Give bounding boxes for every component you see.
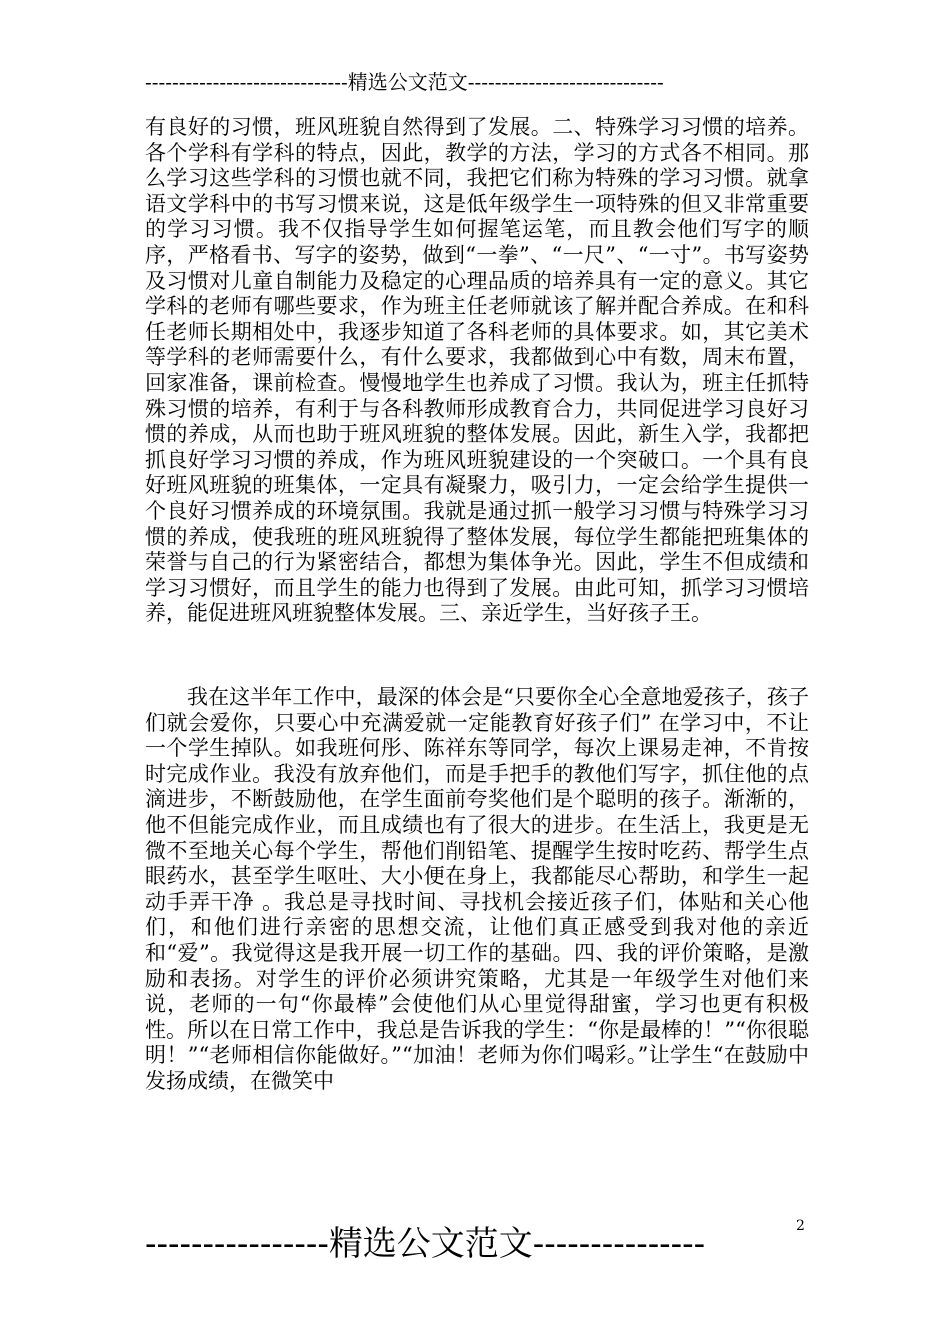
paragraph-1: 有良好的习惯，班风班貌自然得到了发展。二、特殊学习习惯的培养。各个学科有学科的特点，因此，教学的方法，学习的方式各不相同。那么学习这些学科的习惯也就不同，我把它们称为特殊的学习习惯。就拿语文学科中的书写习惯来说，这是低年级学生一项特殊的但又非常重要的学习习惯。我不仅指导学生如何握笔运笔，而且教会他们写字的顺序，严格看书、写字的姿势，做到“一拳”、“一尺”、“一寸”。书写姿势及习惯对儿童自制能力及稳定的心理品质的培养具有一定的意义。其它学科的老师有哪些要求，作为班主任老师就该了解并配合养成。在和科任老师长期相处中，我逐步知道了各科老师的具体要求。如，其它美术等学科的老师需要什么，有什么要求，我都做到心中有数，周末布置，回家准备，课前检查。慢慢地学生也养成了习惯。我认为，班主任抓特殊习惯的培养，有利于与各科教师形成教育合力，共同促进学习良好习惯的养成，从而也助于班风班貌的整体发展。因此，新生入学，我都把抓良好学习习惯的养成，作为班风班貌建设的一个突破口。一个具有良好班风班貌的班集体，一定具有凝聚力，吸引力，一定会给学生提供一个良好习惯养成的环境氛围。我就是通过抓一般学习习惯与特殊学习习惯的养成，使我班的班风班貌得了整体发展，每位学生都能把班集体的荣誉与自己的行为紧密结合，都想为集体争光。因此，学生不但成绩和学习习惯好，而且学生的能力也得到了发展。由此可知，抓学习习惯培养，能促进班风班貌整体发展。三、亲近学生，当好孩子王。 (145, 115, 809, 626)
page-header: ------------------------------精选公文范文----------------------------- (145, 70, 664, 94)
page-footer: ----------------精选公文范文--------------- (145, 1224, 706, 1264)
page-number: 2 (796, 1218, 805, 1234)
paragraph-2: 我在这半年工作中，最深的体会是“只要你全心全意地爱孩子，孩子们就会爱你，只要心中充满爱就一定能教育好孩子们” 在学习中，不让一个学生掉队。如我班何彤、陈祥东等同学，每次上课易走神，不肯按时完成作业。我没有放弃他们，而是手把手的教他们写字，抓住他的点滴进步，不断鼓励他，在学生面前夸奖他们是个聪明的孩子。渐渐的，他不但能完成作业，而且成绩也有了很大的进步。在生活上，我更是无微不至地关心每个学生，帮他们削铅笔、提醒学生按时吃药、帮学生点眼药水，甚至学生呕吐、大小便在身上，我都能尽心帮助，和学生一起动手弄干净 。我总是寻找时间、寻找机会接近孩子们，体贴和关心他们，和他们进行亲密的思想交流，让他们真正感受到我对他的亲近和“爱”。我觉得这是我开展一切工作的基础。四、我的评价策略，是激励和表扬。对学生的评价必须讲究策略，尤其是一年级学生对他们来说，老师的一句“你最棒”会使他们从心里觉得甜蜜，学习也更有积极性。所以在日常工作中，我总是告诉我的学生：“你是最棒的！”“你很聪明！”“老师相信你能做好。”“加油！老师为你们喝彩。”让学生“在鼓励中发扬成绩，在微笑中 (145, 685, 809, 1093)
document-body (145, 115, 809, 1095)
